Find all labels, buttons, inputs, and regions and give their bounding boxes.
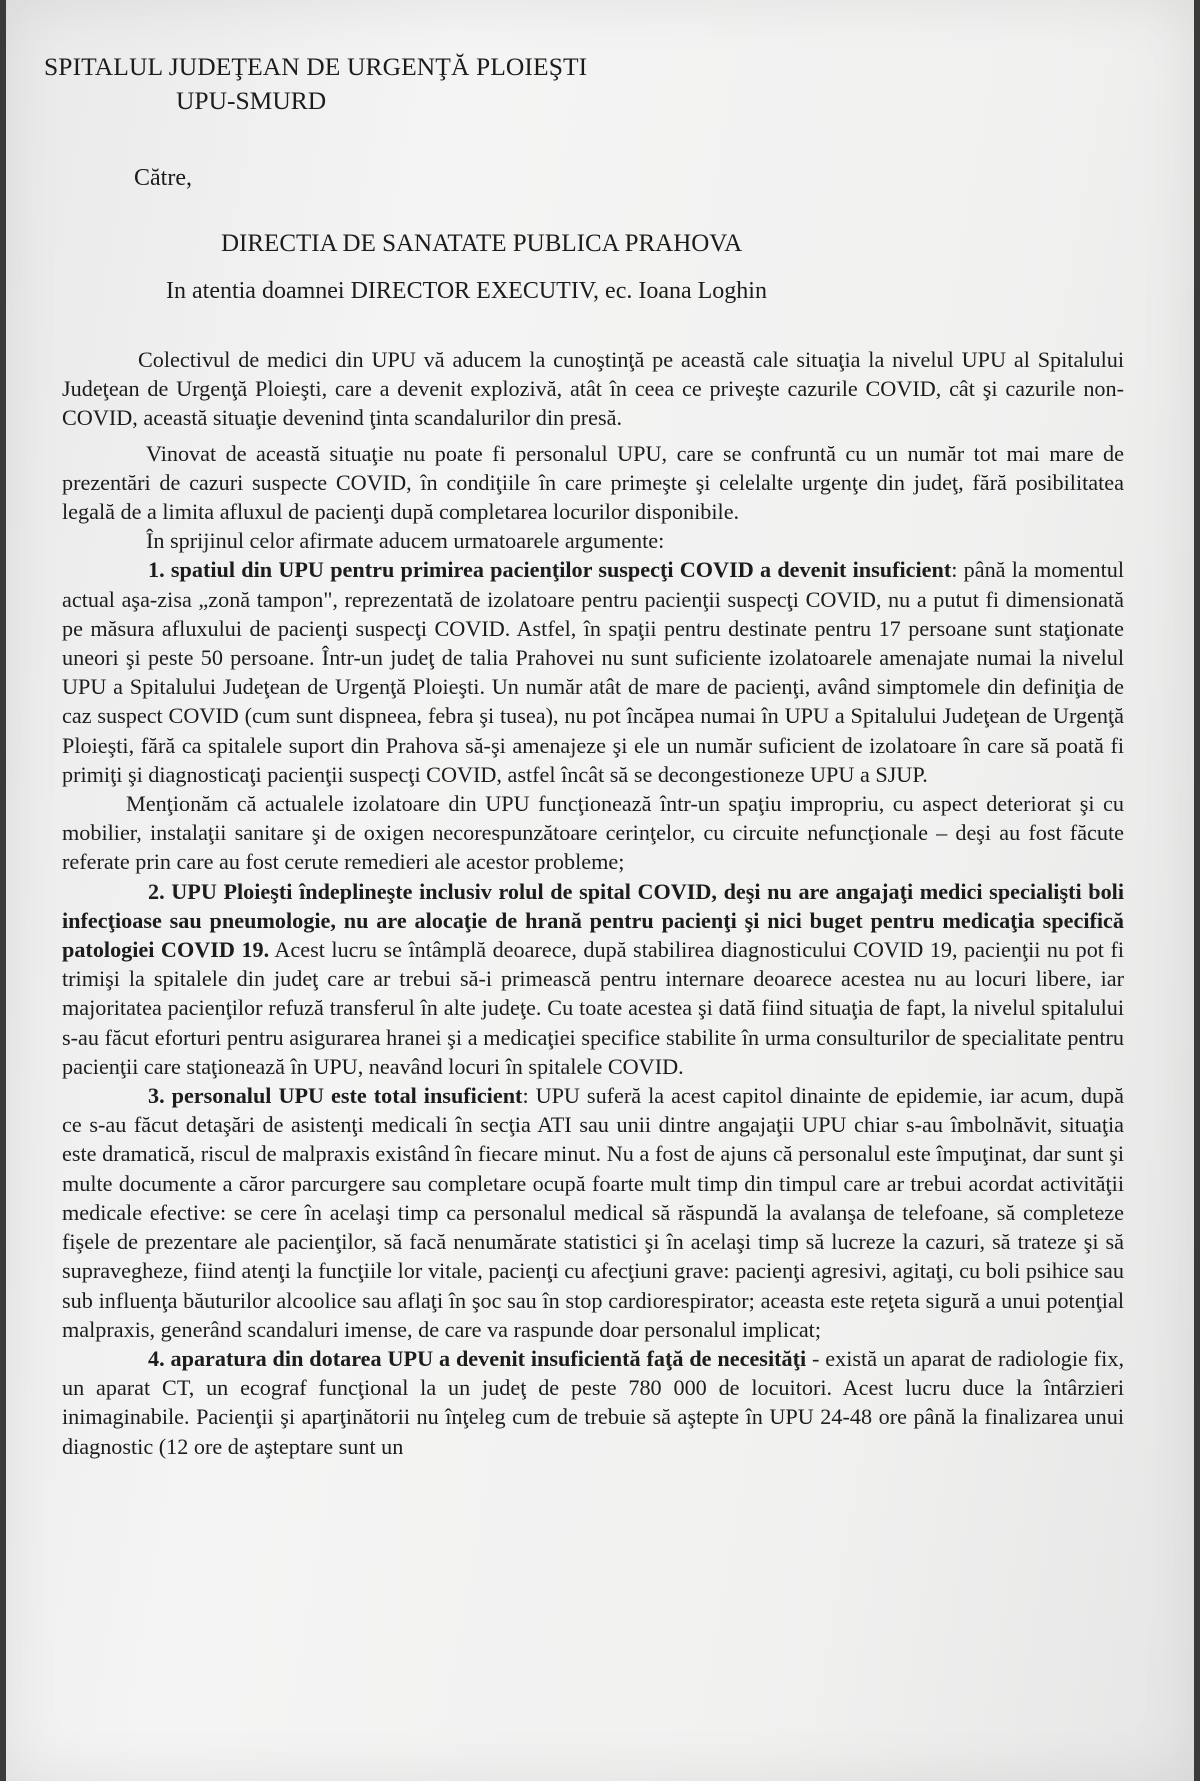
argument-4-text: - există un aparat de radiologie fix, un aparat CT, un ecograf funcţional la un judeţ de peste 780 000 de locuitori. Acest lucru duce la întârzieri inimaginabile. Pacienţii şi aparţinătorii nu înţeleg cum de trebuie să aştepte în UPU 24-48 ore până la finalizarea unui diagnostic (12 ore de aşteptare sunt un bbox=[62, 1345, 1124, 1459]
argument-2-text: Acest lucru se întâmplă deoarece, după stabilirea diagnosticului COVID 19, pacienţii nu pot fi trimişi la spitalele din judeţ care ar trebui să-i primească pentru internare deoarece acestea nu au locuri libere, iar majoritatea pacienţilor refuză transferul în alte judeţe. Cu toate acestea şi dată fiind situaţia de fapt, la nivelul spitalului s-au făcut eforturi pentru asigurarea hranei şi a medicaţiei specifice stabilite în urma consulturilor de specialitate pentru pacienţii care staţionează în UPU, neavând locuri în spitalele COVID. bbox=[62, 937, 1124, 1079]
argument-4-heading: 4. aparatura din dotarea UPU a devenit insuficientă faţă de necesităţi bbox=[148, 1345, 807, 1371]
attention-line: In atentia doamnei DIRECTOR EXECUTIV, ec. Ioana Loghin bbox=[166, 278, 767, 304]
paragraph-responsibility: Vinovat de această situaţie nu poate fi personalul UPU, care se confruntă cu un număr tot mai mare de prezentări de cazuri suspecte COVID, în condiţiile în care primeşte şi celelalte urgenţe din judeţ, fără posibilitatea legală de a limita afluxul de pacienţi după completarea locurilor disponibile. bbox=[62, 440, 1124, 525]
recipient: DIRECTIA DE SANATATE PUBLICA PRAHOVA bbox=[221, 230, 743, 257]
argument-3 bbox=[62, 1081, 1124, 1344]
argument-1-heading: 1. spatiul din UPU pentru primirea pacienţilor suspecţi COVID a devenit insuficient bbox=[148, 557, 952, 583]
letter-body bbox=[62, 345, 1124, 1461]
argument-4 bbox=[62, 1344, 1124, 1461]
department-name: UPU-SMURD bbox=[176, 86, 327, 115]
argument-1-text: : până la momentul actual aşa-zisa „zonă tampon", reprezentată de izolatoare pentru pacienţii suspecţi COVID, nu a putut fi dimensionată pe măsura afluxului de pacienţi suspecţi COVID. Astfel, în spaţii pentru destinate pentru 17 persoane sunt staţionate uneori şi peste 50 persoane. Într-un judeţ de talia Prahovei nu sunt suficiente izolatoarele amenajate numai la nivelul UPU a Spitalului Judeţean de Urgenţă Ploieşti. Un număr atât de mare de pacienţi, având simptomele din definiţia de caz suspect COVID (cum sunt dispneea, febra şi tusea), nu pot încăpea numai în UPU a Spitalului Judeţean de Urgenţă Ploieşti, fără ca spitalele suport din Prahova să-şi amenajeze şi ele un număr suficient de izolatoare în care să poată fi primiţi şi diagnosticaţi pacienţii suspecţi COVID, astfel încât să se decongestioneze UPU a SJUP. bbox=[62, 557, 1124, 787]
paragraph-intro: Colectivul de medici din UPU vă aducem la cunoştinţă pe această cale situaţia la nivelul UPU al Spitalului Judeţean de Urgenţă Ploieşti, care a devenit explozivă, atât în ceea ce priveşte cazurile COVID, cât şi cazurile non-COVID, această situaţie devenind ţinta scandalurilor din presă. bbox=[62, 347, 1124, 431]
argument-3-text: : UPU suferă la acest capitol dinainte de epidemie, iar acum, după ce s-au făcut detaşări de asistenţi medicali în secţia ATI sau unii dintre angajaţii UPU chiar s-au îmbolnăvit, situaţia este dramatică, riscul de malpraxis existând în fiecare minut. Nu a fost de ajuns că personalul este împuţinat, dar sunt şi multe documente a căror parcurgere sau completare ocupă foarte mult timp din timpul care ar trebui acordat activităţii medicale efective: se cere în acelaşi timp ca personalul medical să răspundă la avalanşa de telefoane, să completeze fişele de prezentare ale pacienţilor, să facă nenumărate statistici şi în acelaşi timp să lucreze la cazuri, să trateze şi să supravegheze, fiind atenţi la funcţiile lor vitale, pacienţi cu afecţiuni grave: pacienţi agresivi, agitaţi, cu boli psihice sau sub influenţa băuturilor alcoolice sau aflaţi în şoc sau în stop cardiorespirator; aceasta este reţeta sigură a unui potenţial malpraxis, generând scandaluri imense, de care va raspunde doar personalul implicat; bbox=[62, 1083, 1124, 1342]
argument-1 bbox=[62, 555, 1124, 789]
institution-name: SPITALUL JUDEŢEAN DE URGENŢĂ PLOIEŞTI bbox=[44, 52, 588, 81]
argument-2 bbox=[62, 877, 1124, 1081]
argument-3-heading: 3. personalul UPU este total insuficient bbox=[148, 1083, 523, 1109]
argument-2-heading: 2. UPU Ploieşti îndeplineşte inclusiv rolul de spital COVID, deşi nu are angajaţi medici specialişti boli infecţioase sau pneumologie, nu are alocaţie de hrană pentru pacienţi şi nici buget pentru medicaţia specifică patologiei COVID 19. bbox=[62, 878, 1124, 963]
letter-page bbox=[6, 0, 1194, 1781]
paragraph-isolators: Menţionăm că actualele izolatoare din UPU funcţionează într-un spaţiu impropriu, cu aspect deteriorat şi cu mobilier, instalaţii sanitare şi de oxigen necorespunzătoare cerinţelor, cu circuite nefuncţionale – deşi au fost făcute referate prin care au fost cerute remedieri ale acestor probleme; bbox=[62, 791, 1124, 875]
salutation: Către, bbox=[134, 165, 192, 191]
paragraph-arguments-intro: În sprijinul celor afirmate aducem urmatoarele argumente: bbox=[146, 528, 665, 554]
